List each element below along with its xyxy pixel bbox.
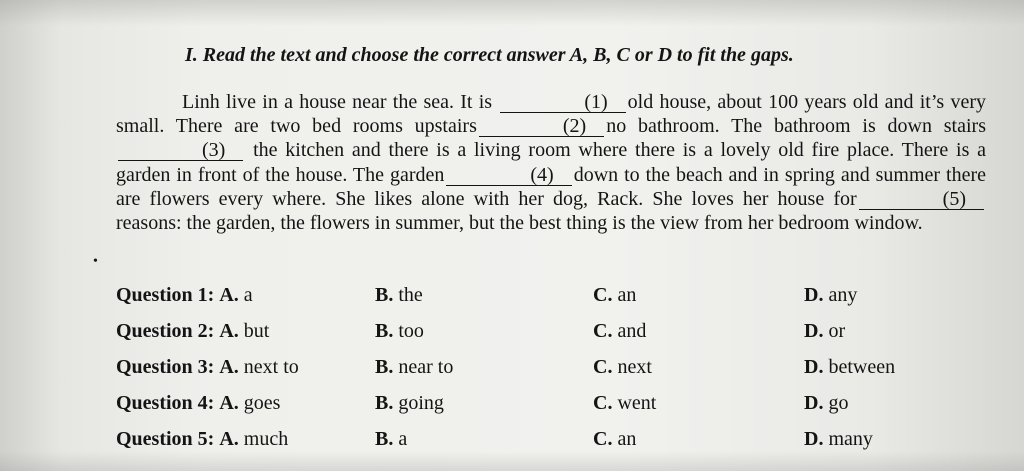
question-label: Question 2: — [116, 320, 215, 342]
passage-text: the kitchen and there is a living room where there is a lovely old fire place. There is a garden in front of the house. The garden — [116, 139, 986, 186]
question-5-option-a[interactable] — [116, 428, 288, 451]
option-text: a — [243, 284, 253, 306]
question-row-5 — [116, 428, 996, 464]
passage-text: old house, about 100 years old and it’s very small. There are two bed rooms upstairs — [116, 91, 986, 138]
option-letter: D. — [804, 320, 824, 342]
option-text: goes — [243, 392, 281, 414]
gap-4: (4) — [446, 165, 571, 186]
option-letter: B. — [375, 428, 394, 450]
option-letter: C. — [593, 320, 613, 342]
option-letter: C. — [593, 284, 613, 306]
photo-shadow-top — [0, 0, 1024, 26]
option-text: but — [243, 320, 270, 342]
passage-text: no bathroom. The bathroom is down stairs — [606, 115, 986, 138]
question-row-4 — [116, 392, 996, 428]
option-letter: D. — [804, 392, 824, 414]
option-letter: B. — [375, 356, 394, 378]
option-text: between — [828, 356, 896, 378]
question-2-option-d[interactable] — [804, 320, 845, 343]
question-label: Question 5: — [116, 428, 215, 450]
option-text: much — [243, 428, 289, 450]
question-2-option-a[interactable] — [116, 320, 269, 343]
option-letter: D. — [804, 428, 824, 450]
option-text: the — [398, 284, 423, 306]
option-letter: D. — [804, 284, 824, 306]
question-label: Question 1: — [116, 284, 215, 306]
question-4-option-b[interactable] — [375, 392, 444, 415]
option-text: many — [828, 428, 873, 450]
passage-paragraph — [116, 90, 986, 235]
margin-mark: • — [93, 254, 98, 269]
question-list — [116, 284, 996, 464]
question-1-option-a[interactable] — [116, 284, 253, 307]
gap-1: (1) — [500, 92, 625, 113]
question-label: Question 3: — [116, 356, 215, 378]
option-text: went — [617, 392, 657, 414]
option-text: a — [398, 428, 408, 450]
reading-passage — [116, 90, 986, 235]
option-text: an — [617, 428, 637, 450]
question-row-2 — [116, 320, 996, 356]
passage-text: Linh live in a house near the sea. It is — [182, 91, 499, 113]
question-2-option-b[interactable] — [375, 320, 424, 343]
gap-5: (5) — [859, 189, 984, 210]
passage-text: down to the beach and in spring and summer there are flowers every where. She likes alone with her dog, Rack. She loves her house for — [116, 163, 986, 210]
option-letter: A. — [219, 356, 239, 378]
option-letter: A. — [219, 392, 239, 414]
passage-text: reasons: the garden, the flowers in summer, but the best thing is the view from her bedroom window. — [116, 212, 923, 235]
gap-2: (2) — [479, 116, 604, 137]
exercise-heading: I. Read the text and choose the correct answer A, B, C or D to fit the gaps. — [185, 44, 794, 66]
question-3-option-d[interactable] — [804, 356, 895, 379]
option-letter: B. — [375, 284, 394, 306]
question-1-option-d[interactable] — [804, 284, 857, 307]
question-3-option-a[interactable] — [116, 356, 299, 379]
option-letter: C. — [593, 428, 613, 450]
question-row-3 — [116, 356, 996, 392]
question-4-option-d[interactable] — [804, 392, 848, 415]
question-4-option-c[interactable] — [593, 392, 656, 415]
option-text: and — [617, 320, 647, 342]
option-text: going — [398, 392, 444, 414]
option-text: go — [828, 392, 849, 414]
option-letter: B. — [375, 320, 394, 342]
question-label: Question 4: — [116, 392, 215, 414]
option-letter: C. — [593, 356, 613, 378]
option-letter: C. — [593, 392, 613, 414]
question-2-option-c[interactable] — [593, 320, 646, 343]
option-text: an — [617, 284, 637, 306]
option-text: next — [617, 356, 652, 378]
question-row-1 — [116, 284, 996, 320]
option-text: or — [828, 320, 846, 342]
question-4-option-a[interactable] — [116, 392, 280, 415]
question-1-option-c[interactable] — [593, 284, 636, 307]
question-5-option-d[interactable] — [804, 428, 873, 451]
question-5-option-b[interactable] — [375, 428, 407, 451]
question-3-option-b[interactable] — [375, 356, 453, 379]
question-5-option-c[interactable] — [593, 428, 636, 451]
option-letter: A. — [219, 320, 239, 342]
option-text: any — [828, 284, 858, 306]
question-1-option-b[interactable] — [375, 284, 423, 307]
option-letter: B. — [375, 392, 394, 414]
option-letter: A. — [219, 284, 239, 306]
option-text: too — [398, 320, 424, 342]
option-text: next to — [243, 356, 299, 378]
option-letter: A. — [219, 428, 239, 450]
question-3-option-c[interactable] — [593, 356, 652, 379]
option-text: near to — [398, 356, 454, 378]
option-letter: D. — [804, 356, 824, 378]
gap-3: (3) — [118, 140, 243, 161]
